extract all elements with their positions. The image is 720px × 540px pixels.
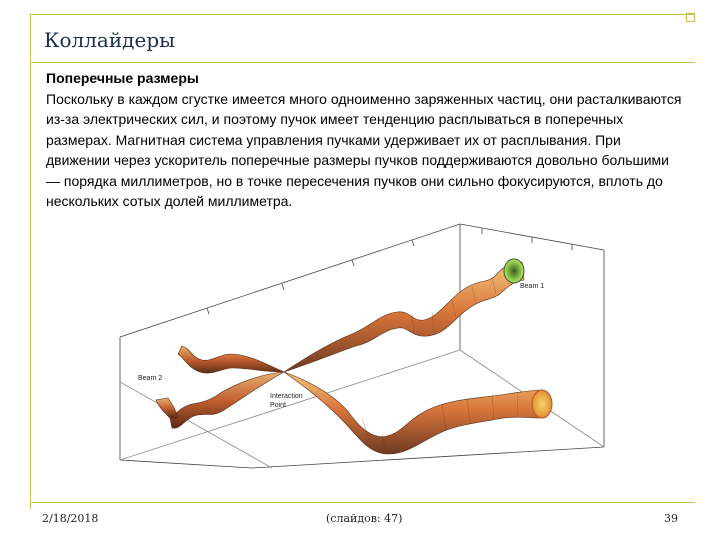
frame-left-line [30,14,31,509]
section-heading: Поперечные размеры [46,70,199,86]
body-paragraph: Поскольку в каждом сгустке имеется много одноименно заряженных частиц, они расталкиваются из-за электрических сил, и поэтому пучок имеет тенденцию расплываться в поперечных размерах. Магнитная система управления пучками удерживает их от расплывания. При движении через ускоритель поперечные размеры пучков поддерживаются довольно большими — порядка миллиметров, но в точке пересечения пучков они сильно фокусируются, вплоть до нескольких сотых долей миллиметра. [46,90,682,209]
frame-header-rule [30,62,695,63]
footer-page-number: 39 [664,512,678,525]
beam-1-tube [284,259,524,372]
slide-title: Коллайдеры [44,28,176,52]
interaction-point-label-line1: Interaction [270,393,303,400]
slide-body [46,68,686,212]
beam-1-lower-tube [284,372,552,454]
frame-top-line [30,14,695,15]
interaction-point-label-line2: Point [270,402,286,409]
footer-date: 2/18/2018 [42,512,99,525]
beam-2-tube [178,346,284,373]
footer-slide-count: (слайдов: 47) [326,512,403,525]
beam-2-lower-tube [156,372,284,428]
beam-crossing-figure [112,222,617,472]
beam-1-label: Beam 1 [520,283,545,290]
frame-footer-rule [30,502,695,503]
frame-top-right-square [686,13,695,22]
beam-2-label: Beam 2 [138,375,163,382]
